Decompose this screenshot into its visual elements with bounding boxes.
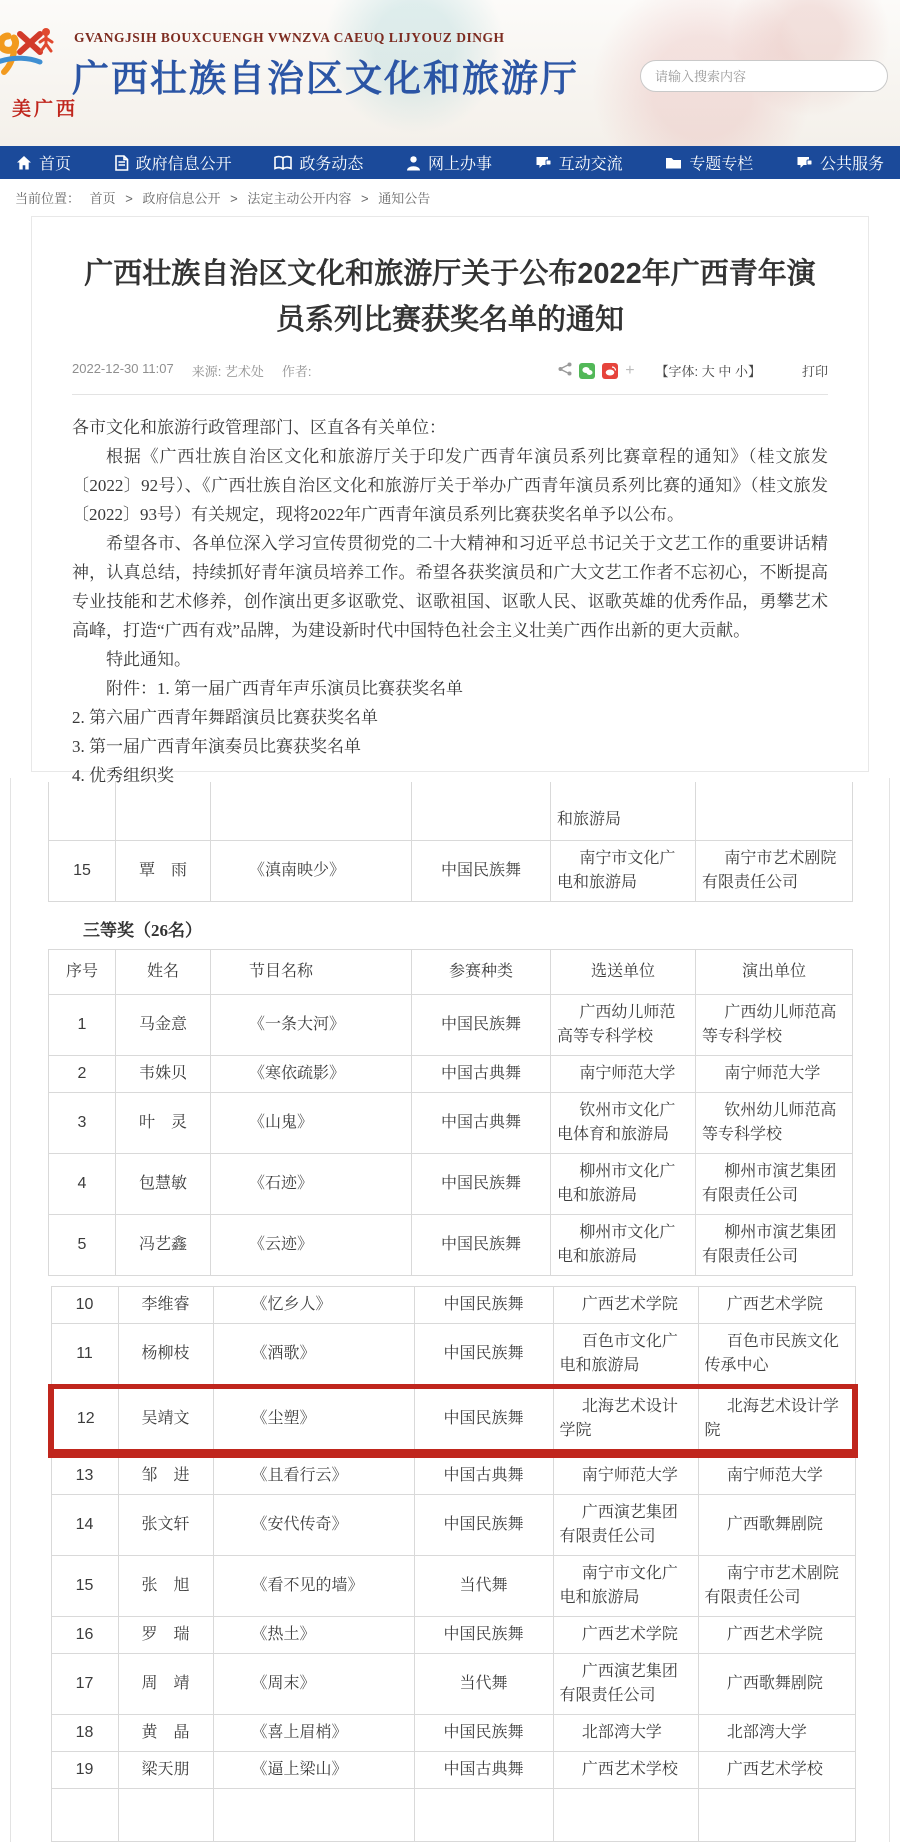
article-meta (72, 361, 828, 395)
cell-name: 吴靖文 (118, 1387, 213, 1454)
cell-sender: 广西演艺集团有限责任公司 (553, 1654, 698, 1715)
table-row (51, 1324, 855, 1387)
cell-no: 17 (51, 1654, 118, 1715)
nav-item-interaction[interactable]: 互动交流 (535, 151, 623, 174)
cell-no: 19 (51, 1752, 118, 1789)
article-title: 广西壮族自治区文化和旅游厅关于公布2022年广西青年演员系列比赛获奖名单的通知 (84, 258, 816, 336)
cell-type: 中国民族舞 (414, 1495, 553, 1556)
table-row (49, 1056, 853, 1093)
nav-item-public-service[interactable]: 公共服务 (796, 151, 884, 174)
award-tier-title: 三等奖（26名） (83, 921, 202, 940)
table-row (51, 1495, 855, 1556)
nav-item-gov-news[interactable]: 政务动态 (274, 151, 363, 174)
cell-sender: 钦州市文化广电体育和旅游局 (551, 1093, 696, 1154)
article-body (72, 413, 828, 790)
breadcrumb-separator: > (230, 191, 238, 206)
cell-no: 2 (49, 1056, 116, 1093)
cell-performer: 南宁市艺术剧院有限责任公司 (696, 841, 853, 902)
cell-performer: 南宁师范大学 (698, 1454, 855, 1495)
cell-name: 张文轩 (118, 1495, 213, 1556)
search-input[interactable] (640, 60, 888, 92)
table-row-partial (51, 1789, 855, 1842)
wechat-share-icon[interactable] (579, 363, 595, 379)
nav-item-gov-info[interactable]: 政府信息公开 (114, 151, 232, 174)
more-share-icon[interactable]: + (625, 361, 635, 379)
cell-sender: 广西艺术学院 (553, 1287, 698, 1324)
site-logo-icon (0, 18, 62, 93)
awards-table-continued (48, 782, 853, 902)
cell-performer: 百色市民族文化传承中心 (698, 1324, 855, 1387)
chat-icon (796, 155, 813, 171)
table-row (51, 1715, 855, 1752)
cell-sender: 北海艺术设计学院 (553, 1387, 698, 1454)
weibo-share-icon[interactable] (602, 363, 618, 379)
nav-item-home[interactable]: 首页 (16, 151, 71, 174)
nav-item-special-topics[interactable]: 专题专栏 (665, 151, 753, 174)
logo-caption: 美广西 (12, 99, 79, 120)
cell-performer: 广西歌舞剧院 (698, 1495, 855, 1556)
cell-name: 杨柳枝 (118, 1324, 213, 1387)
cell-name: 梁天朋 (118, 1752, 213, 1789)
cell-type: 中国民族舞 (414, 1324, 553, 1387)
column-header: 演出单位 (696, 950, 853, 995)
cell-performer: 柳州市演艺集团有限责任公司 (696, 1215, 853, 1276)
person-icon (406, 155, 421, 171)
cell-no: 11 (51, 1324, 118, 1387)
cell-sender: 广西演艺集团有限责任公司 (553, 1495, 698, 1556)
cell-performer: 钦州幼儿师范高等专科学校 (696, 1093, 853, 1154)
cell-piece: 《寒依疏影》 (211, 1056, 412, 1093)
paragraph: 各市文化和旅游行政管理部门、区直各有关单位： (72, 418, 446, 437)
cell-name: 马金意 (116, 995, 211, 1056)
cell-name: 冯艺鑫 (116, 1215, 211, 1276)
column-header: 姓名 (116, 950, 211, 995)
cell-performer: 广西幼儿师范高等专科学校 (696, 995, 853, 1056)
cell-type: 当代舞 (414, 1556, 553, 1617)
cell-performer: 北海艺术设计学院 (698, 1387, 855, 1454)
paragraph: 根据《广西壮族自治区文化和旅游厅关于印发广西青年演员系列比赛章程的通知》（桂文旅发〔2022〕92号）、《广西壮族自治区文化和旅游厅关于举办广西青年演员系列比赛的通知》（桂文旅发〔2022〕93号）有关规定，现将2022年广西青年演员系列比赛获奖名单予以公布。 (72, 447, 828, 524)
paragraph: 希望各市、各单位深入学习宣传贯彻党的二十大精神和习近平总书记关于文艺工作的重要讲话精神，认真总结，持续抓好青年演员培养工作。希望各获奖演员和广大文艺工作者不忘初心，不断提高专业技能和艺术修养，创作演出更多讴歌党、讴歌祖国、讴歌人民、讴歌英雄的优秀作品，勇攀艺术高峰，打造“广西有戏”品牌，为建设新时代中国特色社会主义壮美广西作出新的更大贡献。 (72, 534, 828, 640)
breadcrumb-notices[interactable]: 通知公告 (378, 191, 431, 206)
breadcrumb (0, 179, 900, 212)
cell-piece: 《热土》 (213, 1617, 414, 1654)
column-header: 选送单位 (551, 950, 696, 995)
cell-piece: 《喜上眉梢》 (213, 1715, 414, 1752)
table-row (51, 1556, 855, 1617)
table-row (49, 995, 853, 1056)
nav-item-online-service[interactable]: 网上办事 (406, 151, 492, 174)
cell-performer: 南宁师范大学 (696, 1056, 853, 1093)
cell-no: 10 (51, 1287, 118, 1324)
cell-type: 中国民族舞 (414, 1287, 553, 1324)
cell-sender: 柳州市文化广电和旅游局 (551, 1154, 696, 1215)
breadcrumb-prefix: 当前位置： (15, 191, 81, 206)
cell-no: 3 (49, 1093, 116, 1154)
cell-type: 中国民族舞 (412, 841, 551, 902)
cell-no (49, 782, 116, 841)
cell-name: 黄 晶 (118, 1715, 213, 1752)
font-size-control[interactable]: 【字体: 大 中 小】 (655, 364, 761, 379)
cell-type: 中国民族舞 (412, 1215, 551, 1276)
cell-performer: 广西艺术学校 (698, 1752, 855, 1789)
cell-sender: 北部湾大学 (553, 1715, 698, 1752)
cell-type (412, 782, 551, 841)
table-row (49, 1215, 853, 1276)
cell-sender: 南宁师范大学 (551, 1056, 696, 1093)
cell-name: 包慧敏 (116, 1154, 211, 1215)
cell-performer: 广西艺术学院 (698, 1617, 855, 1654)
awards-table (48, 949, 853, 1276)
table-row (49, 1154, 853, 1215)
cell-performer: 柳州市演艺集团有限责任公司 (696, 1154, 853, 1215)
cell-sender: 百色市文化广电和旅游局 (553, 1324, 698, 1387)
cell-piece: 《山鬼》 (211, 1093, 412, 1154)
cell-sender: 南宁市文化广电和旅游局 (551, 841, 696, 902)
cell-piece (211, 782, 412, 841)
cell-sender: 广西幼儿师范高等专科学校 (551, 995, 696, 1056)
cell-piece: 《周末》 (213, 1654, 414, 1715)
cell-no: 18 (51, 1715, 118, 1752)
cell-type: 中国古典舞 (414, 1454, 553, 1495)
folder-icon (665, 155, 682, 171)
breadcrumb-separator: > (361, 191, 369, 206)
cell-type: 中国古典舞 (412, 1056, 551, 1093)
cell-no: 5 (49, 1215, 116, 1276)
cell-name: 张 旭 (118, 1556, 213, 1617)
book-icon (274, 155, 292, 171)
cell-performer (696, 782, 853, 841)
cell-piece: 《看不见的墙》 (213, 1556, 414, 1617)
cell-type: 中国民族舞 (412, 1154, 551, 1215)
breadcrumb-separator: > (125, 191, 133, 206)
cell-type: 中国民族舞 (414, 1715, 553, 1752)
cell-type: 中国民族舞 (414, 1387, 553, 1454)
article-container (31, 216, 869, 785)
table-row (49, 841, 853, 902)
cell-no: 13 (51, 1454, 118, 1495)
cell-name (116, 782, 211, 841)
attachment-line: 2. 第六届广西青年舞蹈演员比赛获奖名单 (72, 708, 378, 727)
cell-name: 罗 瑞 (118, 1617, 213, 1654)
table-row (51, 1287, 855, 1324)
cell-no: 4 (49, 1154, 116, 1215)
cell-name: 周 靖 (118, 1654, 213, 1715)
document-icon (114, 155, 129, 171)
attachment-line: 附件：1. 第一届广西青年声乐演员比赛获奖名单 (106, 679, 463, 698)
site-title: 广西壮族自治区文化和旅游厅 (72, 58, 579, 99)
cell-sender: 广西艺术学院 (553, 1617, 698, 1654)
cell-type: 当代舞 (414, 1654, 553, 1715)
cell-piece: 《滇南映少》 (211, 841, 412, 902)
table-row-partial (49, 782, 853, 841)
table-row (51, 1654, 855, 1715)
cell-no: 14 (51, 1495, 118, 1556)
screenshot-seam (11, 1276, 889, 1286)
attachment-line: 4. 优秀组织奖 (72, 766, 174, 785)
home-icon (16, 155, 32, 171)
cell-sender: 南宁市文化广电和旅游局 (553, 1556, 698, 1617)
breadcrumb-home[interactable]: 首页 (89, 191, 116, 206)
cell-sender: 南宁师范大学 (553, 1454, 698, 1495)
cell-performer: 广西艺术学院 (698, 1287, 855, 1324)
attachment-line: 3. 第一届广西青年演奏员比赛获奖名单 (72, 737, 361, 756)
cell-performer: 广西歌舞剧院 (698, 1654, 855, 1715)
cell-performer: 北部湾大学 (698, 1715, 855, 1752)
cell-piece: 《安代传奇》 (213, 1495, 414, 1556)
table-row (51, 1387, 855, 1454)
main-nav (0, 146, 900, 179)
column-header: 序号 (49, 950, 116, 995)
table-row (49, 1093, 853, 1154)
zhuang-site-title: GVANGJSIH BOUXCUENGH VWNZVA CAEUQ LIJYOUZ DINGH (74, 30, 505, 45)
author-label: 作者: (281, 364, 312, 379)
cell-type: 中国民族舞 (412, 995, 551, 1056)
breadcrumb-gov-info[interactable]: 政府信息公开 (142, 191, 221, 206)
cell-sender: 柳州市文化广电和旅游局 (551, 1215, 696, 1276)
cell-name: 李维睿 (118, 1287, 213, 1324)
cell-piece: 《且看行云》 (213, 1454, 414, 1495)
source-label: 来源: 艺术处 (191, 364, 264, 379)
paragraph: 特此通知。 (106, 650, 191, 669)
share-icon[interactable] (558, 362, 572, 379)
table-row (51, 1617, 855, 1654)
cell-no: 1 (49, 995, 116, 1056)
cell-piece: 《云迹》 (211, 1215, 412, 1276)
cell-piece: 《逼上梁山》 (213, 1752, 414, 1789)
cell-sender: 和旅游局 (551, 782, 696, 841)
cell-name: 邹 进 (118, 1454, 213, 1495)
cell-piece: 《石迹》 (211, 1154, 412, 1215)
awards-section (10, 778, 890, 1842)
cell-no: 12 (51, 1387, 118, 1454)
column-header: 节目名称 (211, 950, 412, 995)
cell-type: 中国古典舞 (412, 1093, 551, 1154)
print-button[interactable]: 打印 (801, 364, 828, 379)
cell-piece: 《尘塑》 (213, 1387, 414, 1454)
column-header: 参赛种类 (412, 950, 551, 995)
chat-icon (535, 155, 552, 171)
cell-type: 中国古典舞 (414, 1752, 553, 1789)
table-header-row (49, 950, 853, 995)
cell-no: 16 (51, 1617, 118, 1654)
cell-name: 叶 灵 (116, 1093, 211, 1154)
cell-name: 韦姝贝 (116, 1056, 211, 1093)
cell-no: 15 (49, 841, 116, 902)
awards-table (48, 1286, 858, 1842)
cell-type: 中国民族舞 (414, 1617, 553, 1654)
site-header (0, 0, 900, 146)
breadcrumb-legal-disclosure[interactable]: 法定主动公开内容 (247, 191, 352, 206)
cell-no: 15 (51, 1556, 118, 1617)
cell-piece: 《一条大河》 (211, 995, 412, 1056)
table-row (51, 1454, 855, 1495)
cell-piece: 《忆乡人》 (213, 1287, 414, 1324)
cell-performer: 南宁市艺术剧院有限责任公司 (698, 1556, 855, 1617)
publish-date: 2022-12-30 11:07 (72, 361, 174, 376)
cell-piece: 《酒歌》 (213, 1324, 414, 1387)
cell-name: 覃 雨 (116, 841, 211, 902)
cell-sender: 广西艺术学校 (553, 1752, 698, 1789)
table-row (51, 1752, 855, 1789)
